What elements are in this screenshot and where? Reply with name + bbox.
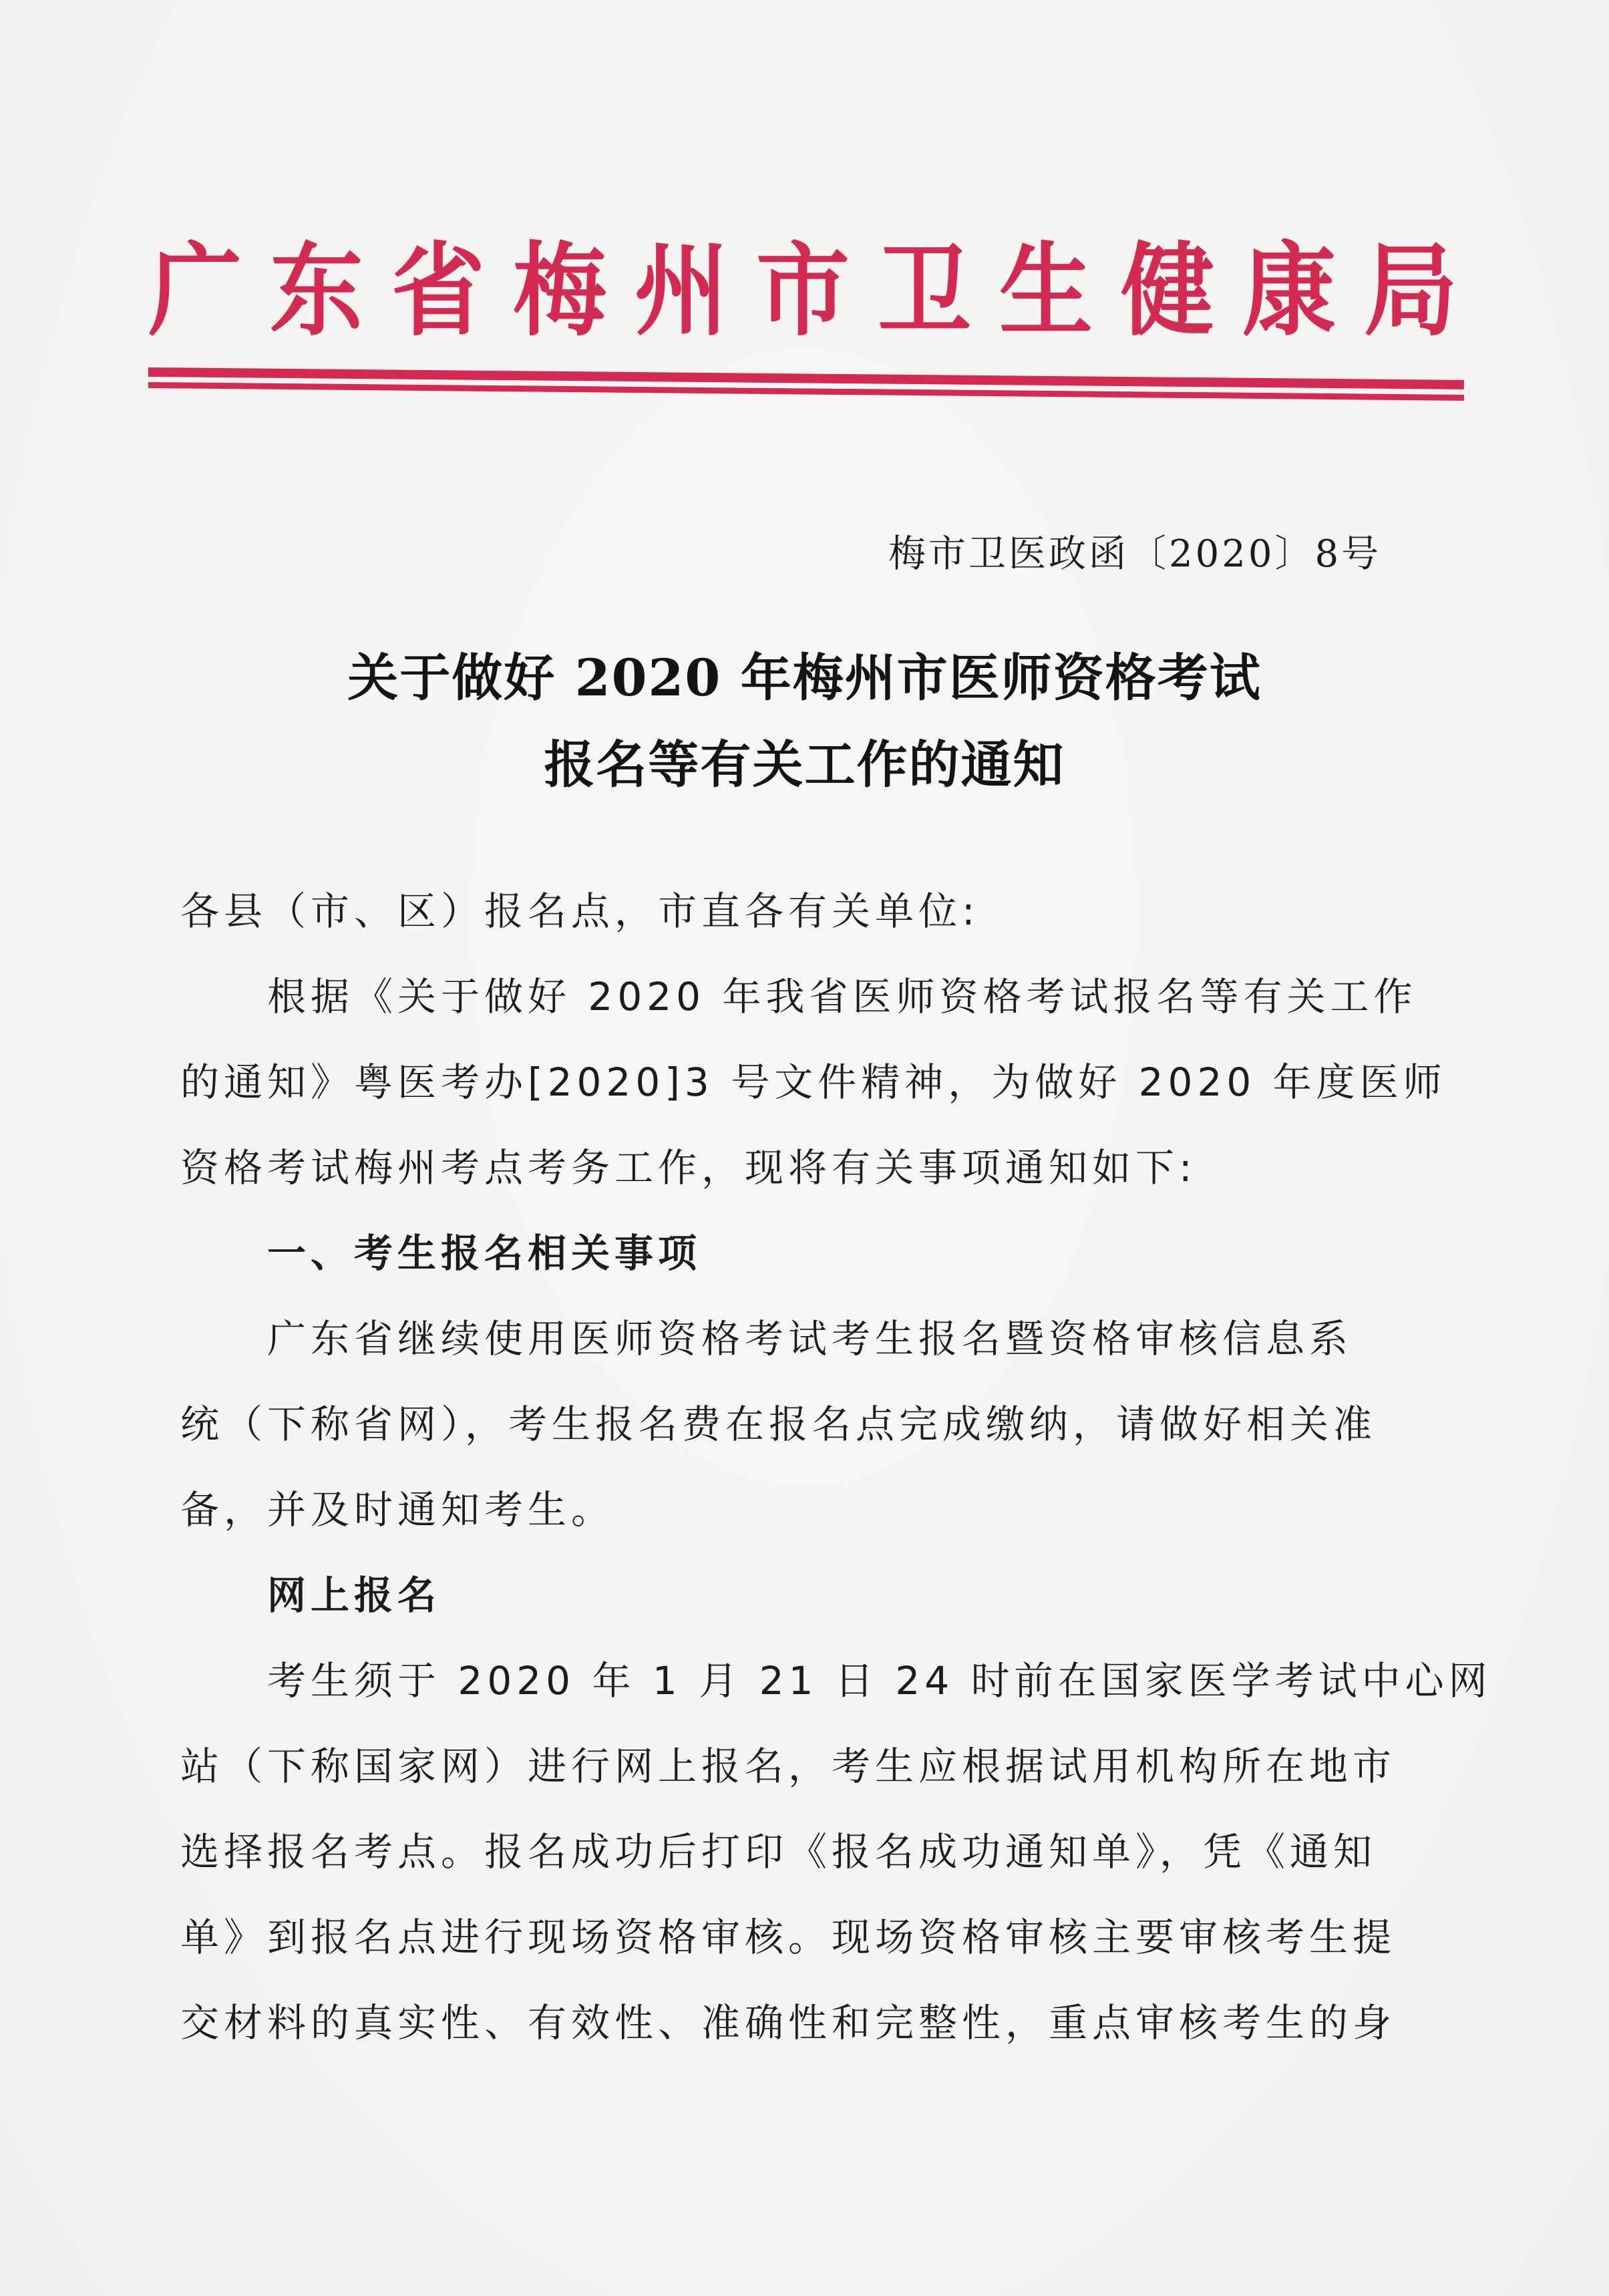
subsection-paragraph-line: 考生须于 2020 年 1 月 21 日 24 时前在国家医学考试中心网 <box>267 1658 1492 1703</box>
subsection-paragraph-line: 单》到报名点进行现场资格审核。现场资格审核主要审核考生提 <box>180 1915 1397 1960</box>
intro-paragraph-line: 的通知》粤医考办[2020]3 号文件精神，为做好 2020 年度医师 <box>180 1059 1447 1105</box>
intro-paragraph-line: 资格考试梅州考点考务工作，现将有关事项通知如下: <box>180 1145 1197 1190</box>
document-number: 梅市卫医政函〔2020〕8号 <box>888 532 1382 576</box>
subsection-heading: 网上报名 <box>267 1573 441 1618</box>
letterhead-char: 卫 <box>878 232 972 351</box>
section1-paragraph-line: 统（下称省网），考生报名费在报名点完成缴纳，请做好相关准 <box>180 1402 1377 1447</box>
section1-paragraph-line: 备，并及时通知考生。 <box>180 1487 615 1532</box>
document-body <box>180 868 1492 2066</box>
letterhead-char: 康 <box>1242 232 1336 351</box>
letterhead-char: 市 <box>756 232 850 351</box>
subsection-paragraph-line: 选择报名考点。报名成功后打印《报名成功通知单》，凭《通知 <box>180 1829 1377 1874</box>
letterhead-char: 州 <box>635 232 729 351</box>
subsection-paragraph-line: 站（下称国家网）进行网上报名，考生应根据试用机构所在地市 <box>180 1744 1397 1789</box>
subsection-paragraph-line: 交材料的真实性、有效性、准确性和完整性，重点审核考生的身 <box>180 2000 1397 2045</box>
letterhead-issuer <box>148 230 1457 353</box>
document-title-line-2: 报名等有关工作的通知 <box>544 735 1065 794</box>
letterhead-char: 局 <box>1364 232 1458 351</box>
letterhead-char: 东 <box>270 232 364 351</box>
section1-paragraph-line: 广东省继续使用医师资格考试考生报名暨资格审核信息系 <box>267 1316 1353 1361</box>
letterhead-char: 省 <box>391 232 486 351</box>
salutation: 各县（市、区）报名点，市直各有关单位: <box>180 888 980 934</box>
intro-paragraph-line: 根据《关于做好 2020 年我省医师资格考试报名等有关工作 <box>267 974 1417 1019</box>
section-heading: 一、考生报名相关事项 <box>267 1231 702 1276</box>
letterhead-char: 生 <box>999 232 1093 351</box>
letterhead-char: 广 <box>148 232 242 351</box>
letterhead-char: 梅 <box>513 232 607 351</box>
document-title-line-1: 关于做好 2020 年梅州市医师资格考试 <box>347 648 1262 707</box>
letterhead-char: 健 <box>1121 232 1215 351</box>
